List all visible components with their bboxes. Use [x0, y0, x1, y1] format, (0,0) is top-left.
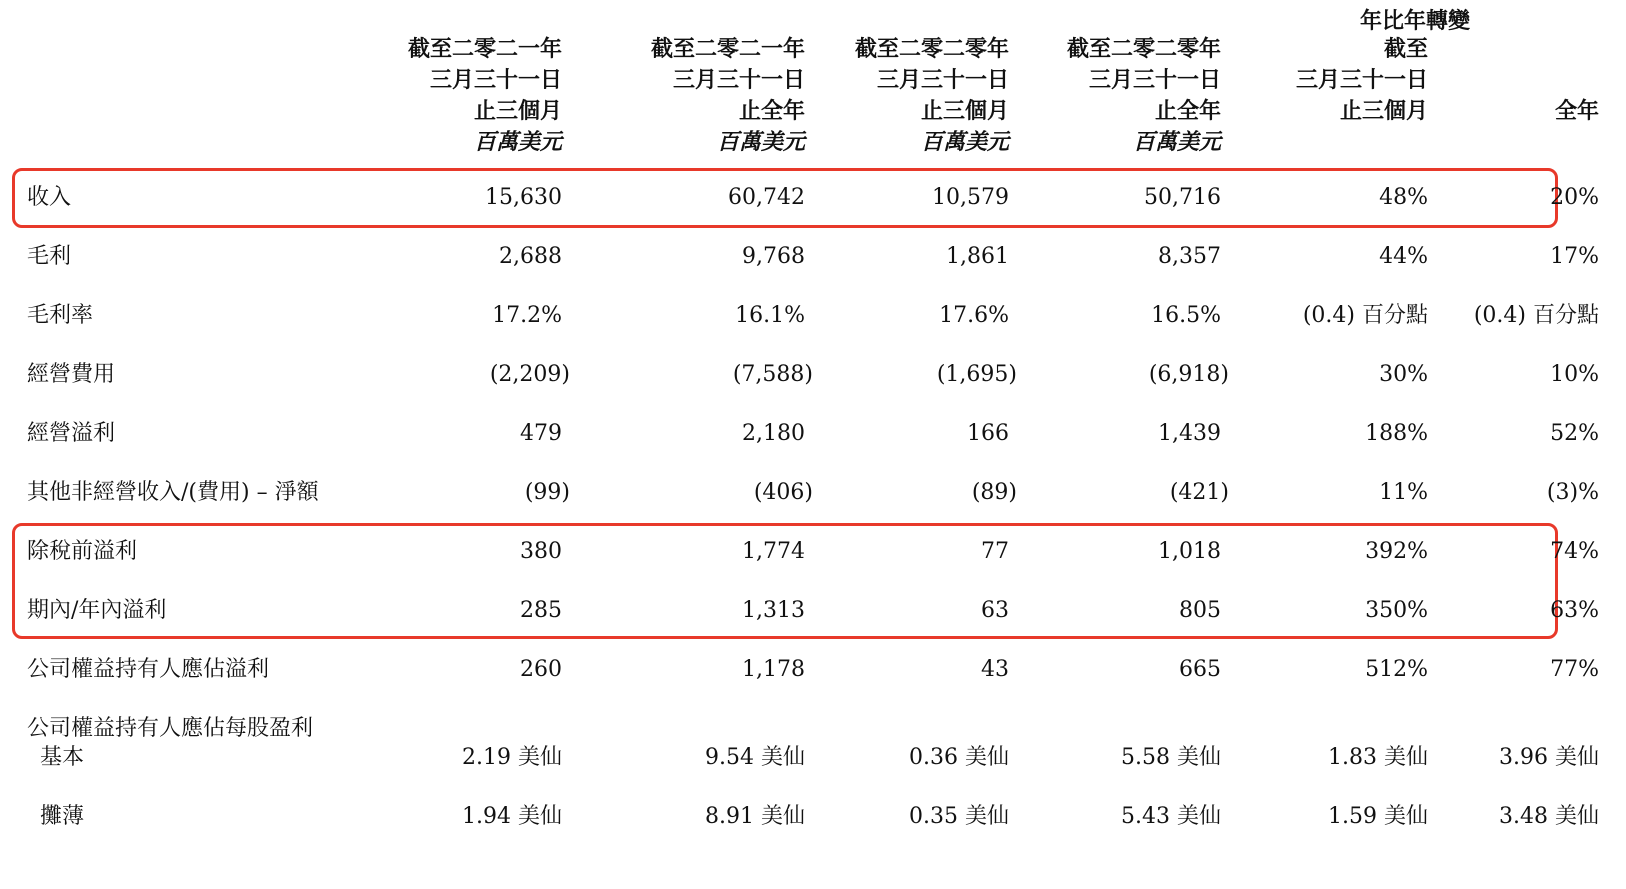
table-row — [0, 532, 1626, 572]
table-row — [0, 650, 1626, 690]
cell-value: (421) — [1169, 480, 1229, 505]
cell-value: 10% — [1550, 362, 1599, 387]
cell-value: 1,861 — [946, 244, 1009, 269]
cell-value: 17.6% — [939, 303, 1009, 328]
cell-value: (406) — [753, 480, 813, 505]
header-col2 — [651, 34, 805, 158]
cell-value: 1.59 美仙 — [1328, 804, 1428, 829]
header-col5 — [1244, 34, 1428, 127]
table-row — [0, 237, 1626, 277]
cell-value: (0.4) 百分點 — [1302, 303, 1428, 328]
header-col5-line2: 三月三十一日 — [1295, 67, 1428, 93]
cell-value: 77% — [1550, 657, 1599, 682]
header-col5-line1: 截至 — [1383, 36, 1428, 62]
header-col6 — [1555, 96, 1599, 127]
header-col3-line1: 截至二零二零年 — [854, 36, 1009, 62]
row-label: 除稅前溢利 — [27, 539, 138, 564]
eps-heading-label: 公司權益持有人應佔每股盈利 — [27, 716, 314, 741]
yoy-change-title: 年比年轉變 — [1359, 8, 1470, 34]
cell-value: 1.94 美仙 — [462, 804, 562, 829]
cell-value: 30% — [1379, 362, 1428, 387]
header-col3-line3: 止三個月 — [920, 98, 1009, 124]
cell-value: 2.19 美仙 — [462, 745, 562, 770]
header-col3-unit: 百萬美元 — [920, 129, 1009, 155]
cell-value: 9,768 — [742, 244, 805, 269]
eps-diluted-label: 攤薄 — [40, 804, 85, 829]
header-col1-line2: 三月三十一日 — [429, 67, 562, 93]
table-row — [0, 473, 1626, 513]
table-row — [0, 414, 1626, 454]
cell-value: 48% — [1379, 185, 1428, 210]
cell-value: 350% — [1365, 598, 1428, 623]
header-col1-line1: 截至二零二一年 — [407, 36, 562, 62]
cell-value: 5.58 美仙 — [1121, 745, 1221, 770]
cell-value: 8.91 美仙 — [705, 804, 805, 829]
cell-value: 1,439 — [1158, 421, 1221, 446]
table-row — [0, 178, 1626, 218]
cell-value: 285 — [520, 598, 562, 623]
cell-value: 188% — [1365, 421, 1428, 446]
row-label: 收入 — [27, 185, 72, 210]
cell-value: 17.2% — [492, 303, 562, 328]
cell-value: 11% — [1379, 480, 1428, 505]
cell-value: 0.36 美仙 — [909, 745, 1009, 770]
cell-value: 1,313 — [742, 598, 805, 623]
cell-value: 392% — [1365, 539, 1428, 564]
cell-value: (0.4) 百分點 — [1473, 303, 1599, 328]
cell-value: (89) — [971, 480, 1017, 505]
eps-diluted-row — [0, 797, 1626, 837]
cell-value: 52% — [1550, 421, 1599, 446]
cell-value: 10,579 — [932, 185, 1009, 210]
cell-value: 1,018 — [1158, 539, 1221, 564]
header-col6-line1: 全年 — [1554, 98, 1599, 124]
cell-value: 2,688 — [499, 244, 562, 269]
header-col2-line2: 三月三十一日 — [672, 67, 805, 93]
cell-value: 1.83 美仙 — [1328, 745, 1428, 770]
cell-value: 77 — [981, 539, 1009, 564]
cell-value: 380 — [520, 539, 562, 564]
cell-value: 512% — [1365, 657, 1428, 682]
header-col1-line3: 止三個月 — [473, 98, 562, 124]
cell-value: 3.48 美仙 — [1499, 804, 1599, 829]
header-col4-line2: 三月三十一日 — [1088, 67, 1221, 93]
header-col3 — [855, 34, 1009, 158]
header-col4-line3: 止全年 — [1154, 98, 1221, 124]
cell-value: 17% — [1550, 244, 1599, 269]
cell-value: (1,695) — [936, 362, 1017, 387]
eps-basic-row — [0, 738, 1626, 778]
cell-value: 8,357 — [1158, 244, 1221, 269]
table-row — [0, 355, 1626, 395]
row-label: 公司權益持有人應佔溢利 — [27, 657, 270, 682]
row-label: 毛利 — [27, 244, 72, 269]
header-col3-line2: 三月三十一日 — [876, 67, 1009, 93]
cell-value: (7,588) — [732, 362, 813, 387]
cell-value: 44% — [1379, 244, 1428, 269]
row-label: 其他非經營收入/(費用) – 淨額 — [27, 480, 319, 505]
cell-value: 166 — [967, 421, 1009, 446]
header-col4-line1: 截至二零二零年 — [1066, 36, 1221, 62]
cell-value: 260 — [520, 657, 562, 682]
cell-value: 16.1% — [735, 303, 805, 328]
cell-value: 63 — [981, 598, 1009, 623]
cell-value: 43 — [981, 657, 1009, 682]
cell-value: (6,918) — [1148, 362, 1229, 387]
cell-value: 50,716 — [1144, 185, 1221, 210]
header-col1-unit: 百萬美元 — [473, 129, 562, 155]
header-col1 — [408, 34, 562, 158]
eps-basic-label: 基本 — [40, 745, 85, 770]
cell-value: 805 — [1179, 598, 1221, 623]
cell-value: 9.54 美仙 — [705, 745, 805, 770]
cell-value: 479 — [520, 421, 562, 446]
cell-value: 74% — [1550, 539, 1599, 564]
cell-value: 1,774 — [742, 539, 805, 564]
cell-value: 0.35 美仙 — [909, 804, 1009, 829]
cell-value: 3.96 美仙 — [1499, 745, 1599, 770]
cell-value: 20% — [1550, 185, 1599, 210]
table-row — [0, 296, 1626, 336]
row-label: 毛利率 — [27, 303, 94, 328]
cell-value: 63% — [1550, 598, 1599, 623]
cell-value: 15,630 — [485, 185, 562, 210]
header-col2-unit: 百萬美元 — [716, 129, 805, 155]
cell-value: (2,209) — [489, 362, 570, 387]
cell-value: 2,180 — [742, 421, 805, 446]
header-col5-line3: 止三個月 — [1339, 98, 1428, 124]
header-col4-unit: 百萬美元 — [1132, 129, 1221, 155]
header-col4 — [1067, 34, 1221, 158]
row-label: 經營溢利 — [27, 421, 116, 446]
cell-value: 60,742 — [728, 185, 805, 210]
cell-value: 665 — [1179, 657, 1221, 682]
header-col2-line3: 止全年 — [738, 98, 805, 124]
cell-value: 1,178 — [742, 657, 805, 682]
table-row — [0, 591, 1626, 631]
cell-value: 5.43 美仙 — [1121, 804, 1221, 829]
row-label: 經營費用 — [27, 362, 116, 387]
cell-value: 16.5% — [1151, 303, 1221, 328]
cell-value: (99) — [524, 480, 570, 505]
header-col2-line1: 截至二零二一年 — [650, 36, 805, 62]
cell-value: (3)% — [1546, 480, 1599, 505]
row-label: 期內/年內溢利 — [27, 598, 167, 623]
